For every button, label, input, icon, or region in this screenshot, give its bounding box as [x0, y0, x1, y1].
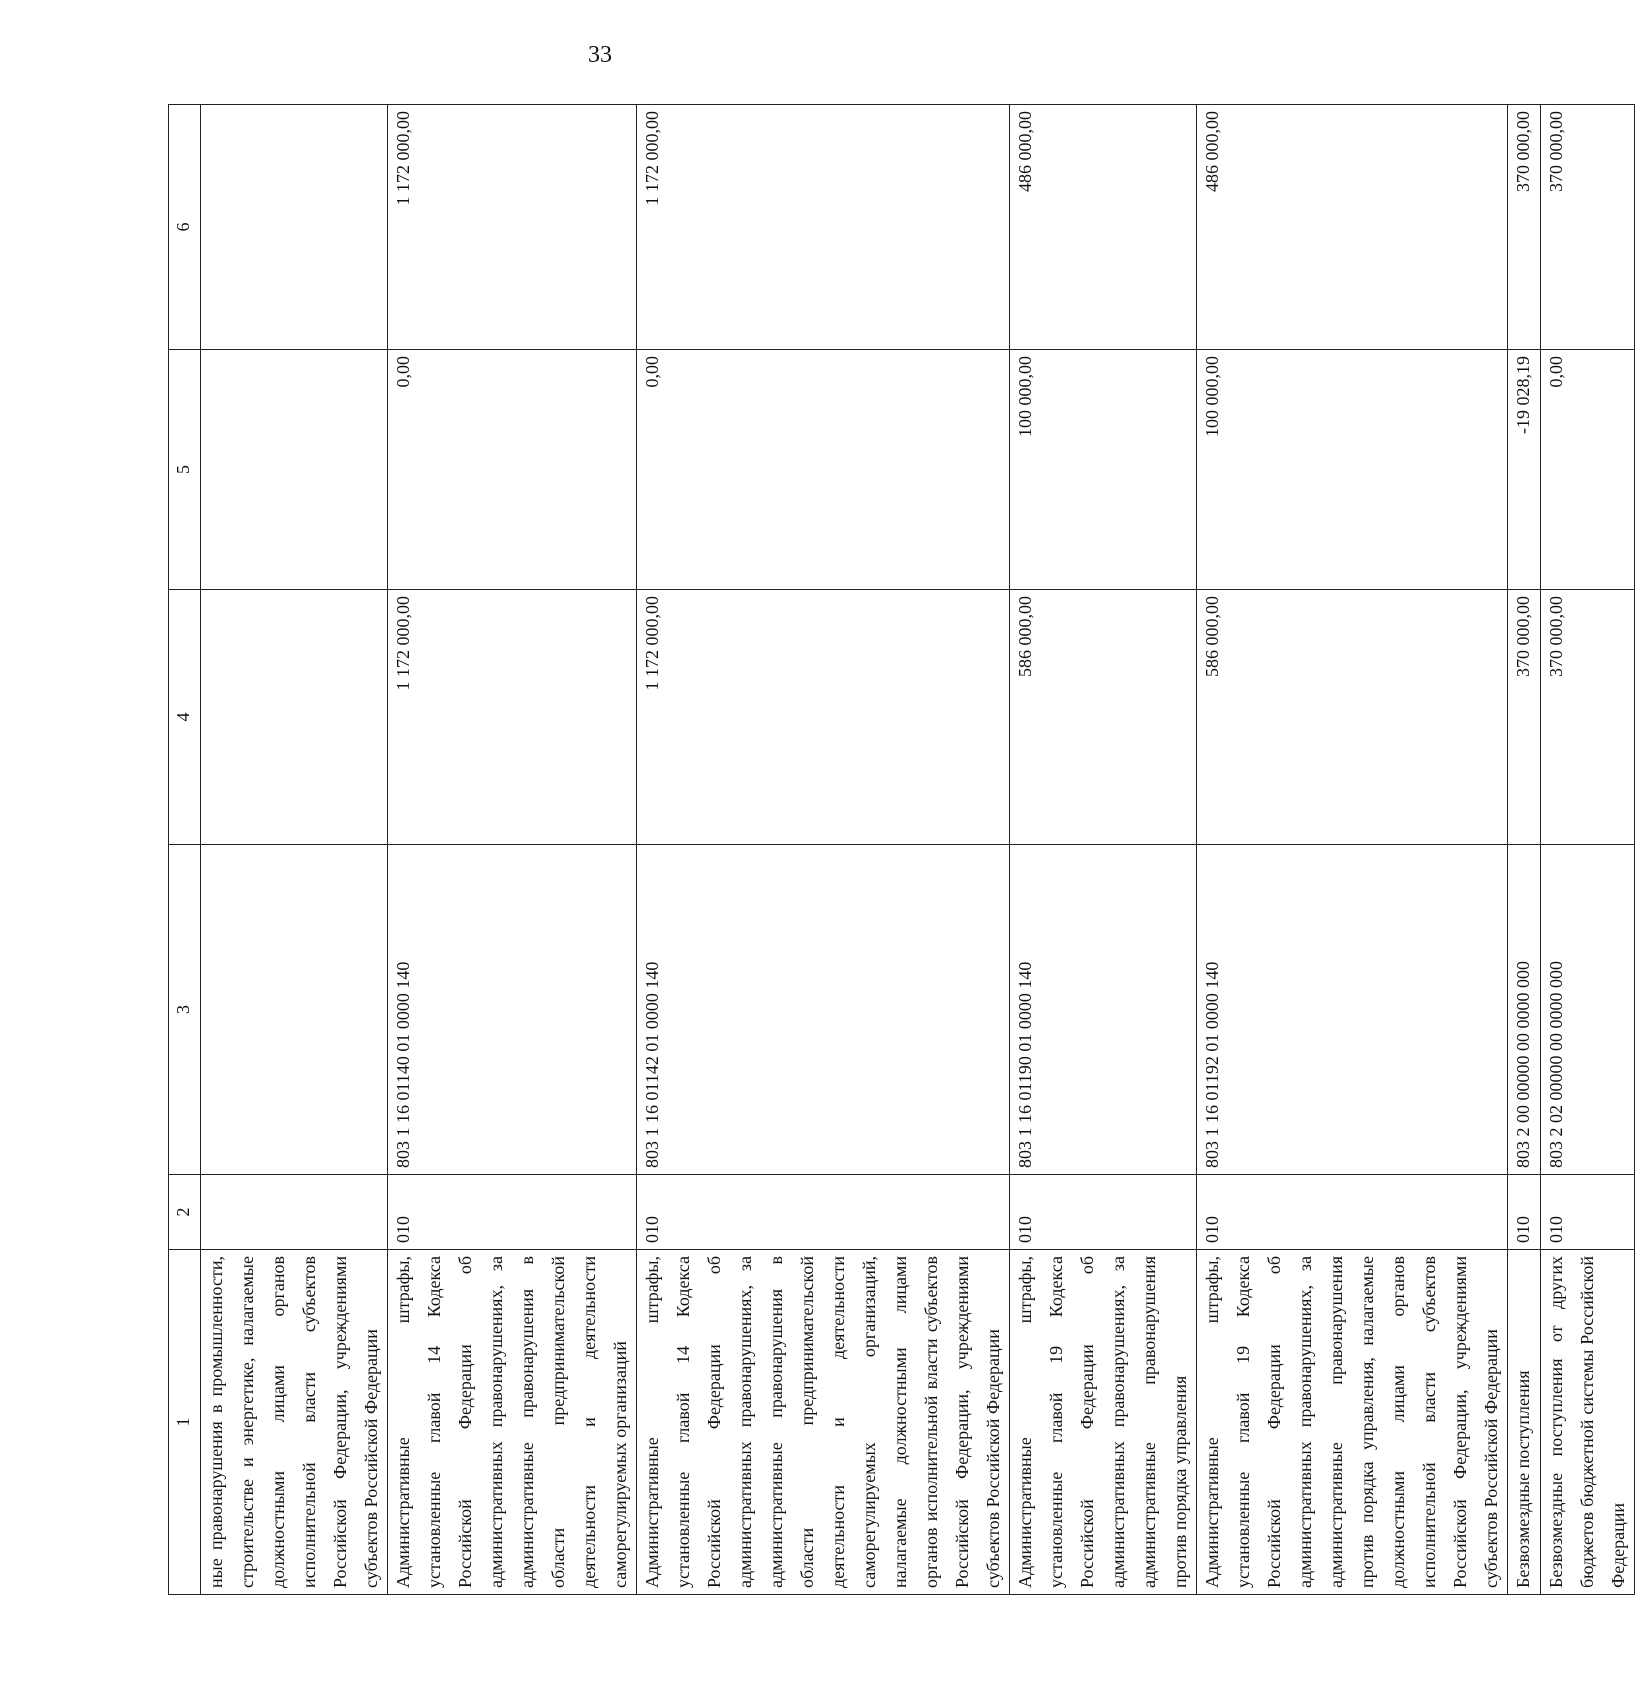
row-budget-code: 803 1 16 01190 01 0000 140 — [1010, 845, 1197, 1175]
row-approved: 586 000,00 — [1197, 590, 1508, 845]
table-row — [1508, 105, 1541, 1595]
row-executed: 100 000,00 — [1197, 350, 1508, 590]
table-row — [201, 105, 388, 1595]
table-row — [1197, 105, 1508, 1595]
table-row — [388, 105, 637, 1595]
row-approved: 1 172 000,00 — [388, 590, 637, 845]
row-description: ные правонарушения в промышленности, строительстве и энергетике, налагаемые должностными лицами органов исполнительной власти субъектов Российской Федерации, учреждениями субъектов Российской Федерации — [201, 1250, 388, 1595]
row-unexecuted: 486 000,00 — [1197, 105, 1508, 350]
row-approved: 370 000,00 — [1508, 590, 1541, 845]
row-budget-code: 803 1 16 01140 01 0000 140 — [388, 845, 637, 1175]
rotated-table-container — [168, 105, 1628, 1595]
row-description: Безвозмездные поступления — [1508, 1250, 1541, 1595]
row-executed — [201, 350, 388, 590]
row-approved: 370 000,00 — [1541, 590, 1635, 845]
row-line-code: 010 — [1010, 1175, 1197, 1250]
row-unexecuted: 1 172 000,00 — [637, 105, 1010, 350]
row-executed: 0,00 — [388, 350, 637, 590]
row-budget-code: 803 2 00 00000 00 0000 000 — [1508, 845, 1541, 1175]
row-description: Безвозмездные поступления от других бюджетов бюджетной системы Российской Федерации — [1541, 1250, 1635, 1595]
row-approved — [201, 590, 388, 845]
row-budget-code: 803 2 02 00000 00 0000 000 — [1541, 845, 1635, 1175]
header-col-5: 5 — [169, 350, 201, 590]
header-col-1: 1 — [169, 1250, 201, 1595]
row-line-code — [201, 1175, 388, 1250]
row-description: Административные штрафы, установленные главой 19 Кодекса Российской Федерации об административных правонарушениях, за административные правонарушения против порядка управления — [1010, 1250, 1197, 1595]
row-unexecuted: 370 000,00 — [1541, 105, 1635, 350]
row-budget-code — [201, 845, 388, 1175]
row-line-code: 010 — [1508, 1175, 1541, 1250]
header-col-6: 6 — [169, 105, 201, 350]
table-header-row — [169, 105, 201, 1595]
row-approved: 1 172 000,00 — [637, 590, 1010, 845]
row-line-code: 010 — [1541, 1175, 1635, 1250]
row-description: Административные штрафы, установленные главой 14 Кодекса Российской Федерации об административных правонарушениях, за административные правонарушения в области предпринимательской деятельности и деятельности саморегулируемых организаций, налагаемые должностными лицами органов исполнительной власти субъектов Российской Федерации, учреждениями субъектов Российской Федерации — [637, 1250, 1010, 1595]
row-unexecuted: 486 000,00 — [1010, 105, 1197, 350]
revenue-table — [168, 104, 1635, 1595]
row-executed: 0,00 — [637, 350, 1010, 590]
row-approved: 586 000,00 — [1010, 590, 1197, 845]
row-budget-code: 803 1 16 01142 01 0000 140 — [637, 845, 1010, 1175]
header-col-2: 2 — [169, 1175, 201, 1250]
row-line-code: 010 — [388, 1175, 637, 1250]
row-unexecuted: 1 172 000,00 — [388, 105, 637, 350]
row-executed: 100 000,00 — [1010, 350, 1197, 590]
row-executed: -19 028,19 — [1508, 350, 1541, 590]
header-col-3: 3 — [169, 845, 201, 1175]
row-executed: 0,00 — [1541, 350, 1635, 590]
row-line-code: 010 — [637, 1175, 1010, 1250]
table-row — [1541, 105, 1635, 1595]
table-row — [1010, 105, 1197, 1595]
header-col-4: 4 — [169, 590, 201, 845]
row-budget-code: 803 1 16 01192 01 0000 140 — [1197, 845, 1508, 1175]
row-description: Административные штрафы, установленные главой 19 Кодекса Российской Федерации об административных правонарушениях, за административные правонарушения против порядка управления, налагаемые должностными лицами органов исполнительной власти субъектов Российской Федерации, учреждениями субъектов Российской Федерации — [1197, 1250, 1508, 1595]
page-number: 33 — [588, 42, 612, 68]
row-description: Административные штрафы, установленные главой 14 Кодекса Российской Федерации об административных правонарушениях, за административные правонарушения в области предпринимательской деятельности и деятельности саморегулируемых организаций — [388, 1250, 637, 1595]
row-unexecuted — [201, 105, 388, 350]
row-line-code: 010 — [1197, 1175, 1508, 1250]
row-unexecuted: 370 000,00 — [1508, 105, 1541, 350]
table-row — [637, 105, 1010, 1595]
